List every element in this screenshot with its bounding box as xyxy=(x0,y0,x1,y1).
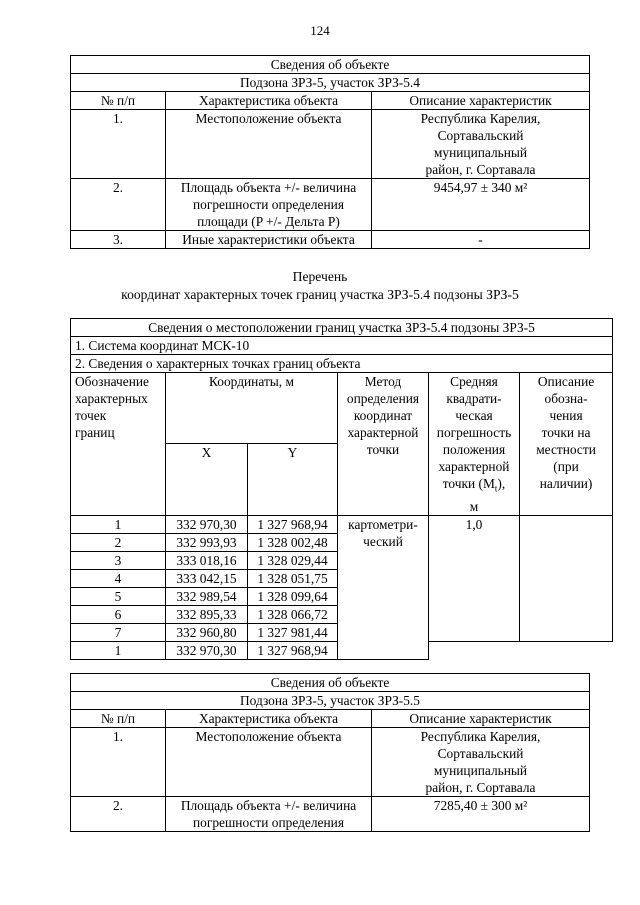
point-number: 1 xyxy=(71,641,166,659)
desc-line: Республика Карелия, xyxy=(420,729,541,744)
header-line: местности xyxy=(536,442,596,457)
coordinates-table xyxy=(70,318,613,660)
header-characteristic: Характеристика объекта xyxy=(166,92,372,110)
table-title: Сведения об объекте xyxy=(71,56,590,74)
desc-line: муниципальный xyxy=(433,763,528,778)
point-y: 1 328 051,75 xyxy=(248,569,338,587)
header-characteristic: Характеристика объекта xyxy=(166,710,372,728)
header-line: границ xyxy=(75,425,115,440)
desc-line: Сортавальский xyxy=(437,746,524,761)
row-characteristic xyxy=(166,797,372,832)
table-row xyxy=(71,179,590,231)
point-x: 332 989,54 xyxy=(166,587,248,605)
desc-line: муниципальный xyxy=(433,145,528,160)
char-line: площади (P +/- Дельта P) xyxy=(197,214,340,229)
row-characteristic: Местоположение объекта xyxy=(166,728,372,797)
object-info-table-2 xyxy=(70,673,590,832)
header-line: точки на xyxy=(541,425,591,440)
point-x: 333 018,16 xyxy=(166,551,248,569)
char-line: погрешности определения xyxy=(192,197,344,212)
point-number: 3 xyxy=(71,551,166,569)
table-title: Сведения об объекте xyxy=(71,674,590,692)
header-line: Описание xyxy=(537,374,595,389)
header-line: точек xyxy=(75,408,107,423)
header-line: характерной xyxy=(438,459,510,474)
header-line: обозна- xyxy=(544,391,588,406)
point-x: 332 970,30 xyxy=(166,515,248,533)
table-row xyxy=(71,797,590,832)
subscript: t xyxy=(494,483,498,494)
desc-line: район, г. Сортавала xyxy=(425,780,536,795)
table-row xyxy=(71,515,613,533)
method-line: картометри- xyxy=(348,516,418,532)
desc-line: район, г. Сортавала xyxy=(425,162,536,177)
row-description: 7285,40 ± 300 м² xyxy=(372,797,590,832)
row-description xyxy=(372,728,590,797)
point-number: 2 xyxy=(71,533,166,551)
point-number: 6 xyxy=(71,605,166,623)
header-description: Описание характеристик xyxy=(372,92,590,110)
point-y: 1 327 981,44 xyxy=(248,623,338,641)
points-header: 2. Сведения о характерных точках границ объекта xyxy=(71,355,613,373)
header-line: определения xyxy=(346,391,420,406)
row-description: 9454,97 ± 340 м² xyxy=(372,179,590,231)
header-error xyxy=(429,373,520,516)
header-num: № п/п xyxy=(71,92,166,110)
header-line: Средняя xyxy=(450,374,498,389)
header-description: Описание характеристик xyxy=(372,710,590,728)
point-x: 332 993,93 xyxy=(166,533,248,551)
point-y: 1 327 968,94 xyxy=(248,515,338,533)
point-x: 332 970,30 xyxy=(166,641,248,659)
row-description xyxy=(372,110,590,179)
char-line: погрешности определения xyxy=(192,815,344,830)
header-line: характерных xyxy=(75,391,148,406)
header-method xyxy=(338,373,429,516)
header-line: погрешность xyxy=(436,425,512,440)
object-info-table-1 xyxy=(70,55,590,249)
header-line: квадрати- xyxy=(446,391,502,406)
desc-line: Республика Карелия, xyxy=(420,111,541,126)
char-line: Площадь объекта +/- величина xyxy=(180,798,357,813)
header-line: наличии) xyxy=(539,476,593,491)
point-number: 5 xyxy=(71,587,166,605)
point-y: 1 328 099,64 xyxy=(248,587,338,605)
header-line: (при xyxy=(553,459,579,474)
point-y: 1 328 029,44 xyxy=(248,551,338,569)
row-num: 2. xyxy=(71,179,166,231)
point-x: 333 042,15 xyxy=(166,569,248,587)
header-line: координат xyxy=(353,408,413,423)
empty-cell xyxy=(429,641,613,659)
row-num: 2. xyxy=(71,797,166,832)
point-y: 1 328 066,72 xyxy=(248,605,338,623)
list-heading-subtitle: координат характерных точек границ участка ЗРЗ-5.4 подзоны ЗРЗ-5 xyxy=(121,287,519,302)
header-text: ), xyxy=(497,476,506,491)
header-x: X xyxy=(166,444,248,515)
desc-line: Сортавальский xyxy=(437,128,524,143)
header-coordinates: Координаты, м xyxy=(166,373,338,444)
coord-system: 1. Система координат МСК-10 xyxy=(71,337,613,355)
header-y: Y xyxy=(248,444,338,515)
row-characteristic xyxy=(166,179,372,231)
header-text: точки (M xyxy=(442,476,495,491)
point-number: 4 xyxy=(71,569,166,587)
header-line xyxy=(433,475,515,498)
row-num: 1. xyxy=(71,110,166,179)
point-number: 7 xyxy=(71,623,166,641)
header-line: ческая xyxy=(455,408,493,423)
header-line: м xyxy=(469,498,479,514)
row-characteristic: Иные характеристики объекта xyxy=(166,231,372,249)
list-heading-title: Перечень xyxy=(292,269,348,284)
header-line: Метод xyxy=(364,374,402,389)
point-y: 1 327 968,94 xyxy=(248,641,338,659)
header-num: № п/п xyxy=(71,710,166,728)
row-num: 3. xyxy=(71,231,166,249)
table-row xyxy=(71,110,590,179)
table-subtitle: Подзона ЗРЗ-5, участок ЗРЗ-5.5 xyxy=(71,692,590,710)
method-line: ческий xyxy=(363,533,403,549)
page-number: 124 xyxy=(310,23,330,38)
point-number: 1 xyxy=(71,515,166,533)
point-x: 332 960,80 xyxy=(166,623,248,641)
coords-title: Сведения о местоположении границ участка ЗРЗ-5.4 подзоны ЗРЗ-5 xyxy=(71,319,613,337)
header-designation xyxy=(71,373,166,516)
table-row xyxy=(71,728,590,797)
header-point-description xyxy=(520,373,613,516)
point-x: 332 895,33 xyxy=(166,605,248,623)
method-value xyxy=(338,515,429,659)
point-description-value xyxy=(520,515,613,641)
header-line: чения xyxy=(549,408,583,423)
header-line: характерной xyxy=(347,425,419,440)
error-value: 1,0 xyxy=(429,515,520,641)
header-line: точки xyxy=(366,442,400,457)
point-y: 1 328 002,48 xyxy=(248,533,338,551)
row-num: 1. xyxy=(71,728,166,797)
table-subtitle: Подзона ЗРЗ-5, участок ЗРЗ-5.4 xyxy=(71,74,590,92)
row-description: - xyxy=(372,231,590,249)
char-line: Площадь объекта +/- величина xyxy=(180,180,357,195)
header-line: положения xyxy=(442,442,506,457)
row-characteristic: Местоположение объекта xyxy=(166,110,372,179)
table-row xyxy=(71,231,590,249)
header-line: Обозначение xyxy=(75,374,149,389)
